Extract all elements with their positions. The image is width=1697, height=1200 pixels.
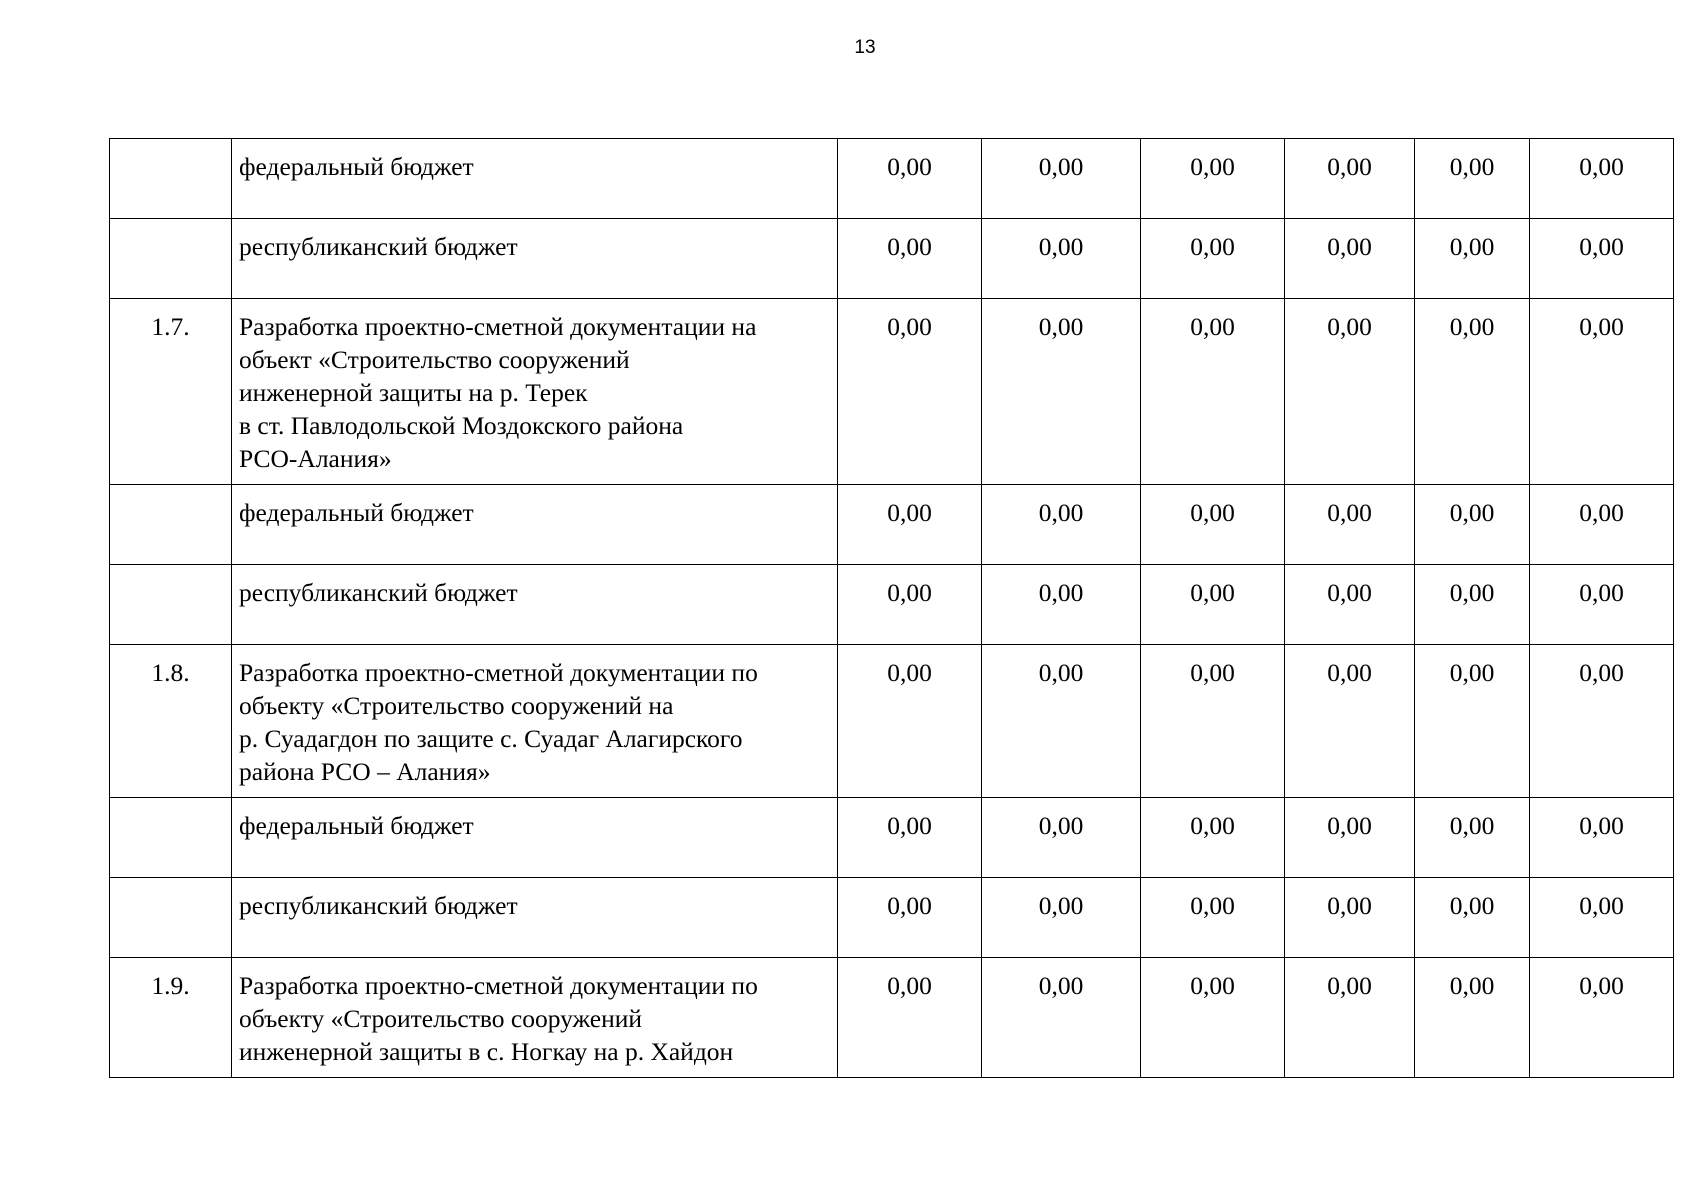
value-cell: 0,00: [1285, 645, 1415, 798]
row-number: [110, 139, 232, 219]
value-cell: 0,00: [1415, 798, 1530, 878]
value-cell: 0,00: [982, 878, 1141, 958]
table-row: [110, 878, 1674, 958]
value-cell: 0,00: [1415, 565, 1530, 645]
page-number: 13: [854, 37, 876, 58]
table-row: [110, 219, 1674, 299]
row-number: [110, 565, 232, 645]
value-cell: 0,00: [1285, 299, 1415, 485]
value-cell: 0,00: [1415, 139, 1530, 219]
row-description: республиканский бюджет: [232, 878, 838, 958]
row-number: [110, 485, 232, 565]
value-cell: 0,00: [838, 139, 982, 219]
value-cell: 0,00: [1530, 878, 1674, 958]
value-cell: 0,00: [1141, 878, 1285, 958]
value-cell: 0,00: [982, 485, 1141, 565]
value-cell: 0,00: [1141, 645, 1285, 798]
value-cell: 0,00: [982, 958, 1141, 1078]
value-cell: 0,00: [1415, 219, 1530, 299]
row-description: республиканский бюджет: [232, 219, 838, 299]
value-cell: 0,00: [1285, 878, 1415, 958]
value-cell: 0,00: [1415, 485, 1530, 565]
row-number: [110, 878, 232, 958]
value-cell: 0,00: [1141, 565, 1285, 645]
value-cell: 0,00: [1285, 219, 1415, 299]
table-row: [110, 565, 1674, 645]
budget-table: [109, 138, 1674, 1078]
value-cell: 0,00: [982, 299, 1141, 485]
value-cell: 0,00: [1530, 958, 1674, 1078]
value-cell: 0,00: [1530, 645, 1674, 798]
value-cell: 0,00: [1141, 139, 1285, 219]
row-description: федеральный бюджет: [232, 485, 838, 565]
value-cell: 0,00: [838, 565, 982, 645]
value-cell: 0,00: [1415, 878, 1530, 958]
row-number: [110, 219, 232, 299]
value-cell: 0,00: [1530, 219, 1674, 299]
value-cell: 0,00: [982, 798, 1141, 878]
value-cell: 0,00: [1285, 565, 1415, 645]
value-cell: 0,00: [838, 219, 982, 299]
value-cell: 0,00: [1285, 139, 1415, 219]
value-cell: 0,00: [982, 139, 1141, 219]
value-cell: 0,00: [838, 798, 982, 878]
value-cell: 0,00: [1530, 485, 1674, 565]
row-number: 1.8.: [110, 645, 232, 798]
row-description: федеральный бюджет: [232, 798, 838, 878]
row-description: Разработка проектно-сметной документации по объекту «Строительство сооружений инженерной защиты в с. Ногкау на р. Хайдон: [232, 958, 838, 1078]
row-number: 1.7.: [110, 299, 232, 485]
value-cell: 0,00: [1530, 139, 1674, 219]
value-cell: 0,00: [1285, 798, 1415, 878]
value-cell: 0,00: [1530, 299, 1674, 485]
value-cell: 0,00: [1285, 958, 1415, 1078]
value-cell: 0,00: [838, 485, 982, 565]
table-row: [110, 958, 1674, 1078]
value-cell: 0,00: [1415, 299, 1530, 485]
row-number: 1.9.: [110, 958, 232, 1078]
value-cell: 0,00: [1141, 958, 1285, 1078]
value-cell: 0,00: [1141, 299, 1285, 485]
value-cell: 0,00: [1530, 798, 1674, 878]
value-cell: 0,00: [838, 878, 982, 958]
value-cell: 0,00: [982, 645, 1141, 798]
row-description: республиканский бюджет: [232, 565, 838, 645]
value-cell: 0,00: [1141, 219, 1285, 299]
value-cell: 0,00: [838, 645, 982, 798]
value-cell: 0,00: [838, 958, 982, 1078]
table-row: [110, 798, 1674, 878]
value-cell: 0,00: [1415, 958, 1530, 1078]
table-row: [110, 299, 1674, 485]
value-cell: 0,00: [1285, 485, 1415, 565]
value-cell: 0,00: [1141, 485, 1285, 565]
row-description: Разработка проектно-сметной документации на объект «Строительство сооружений инженерной защиты на р. Терек в ст. Павлодольской Моздокского района РСО-Алания»: [232, 299, 838, 485]
row-number: [110, 798, 232, 878]
value-cell: 0,00: [1415, 645, 1530, 798]
value-cell: 0,00: [838, 299, 982, 485]
table-row: [110, 139, 1674, 219]
row-description: федеральный бюджет: [232, 139, 838, 219]
value-cell: 0,00: [982, 219, 1141, 299]
row-description: Разработка проектно-сметной документации по объекту «Строительство сооружений на р. Суадагдон по защите с. Суадаг Алагирского района РСО – Алания»: [232, 645, 838, 798]
value-cell: 0,00: [1141, 798, 1285, 878]
value-cell: 0,00: [982, 565, 1141, 645]
value-cell: 0,00: [1530, 565, 1674, 645]
table-row: [110, 485, 1674, 565]
table-row: [110, 645, 1674, 798]
